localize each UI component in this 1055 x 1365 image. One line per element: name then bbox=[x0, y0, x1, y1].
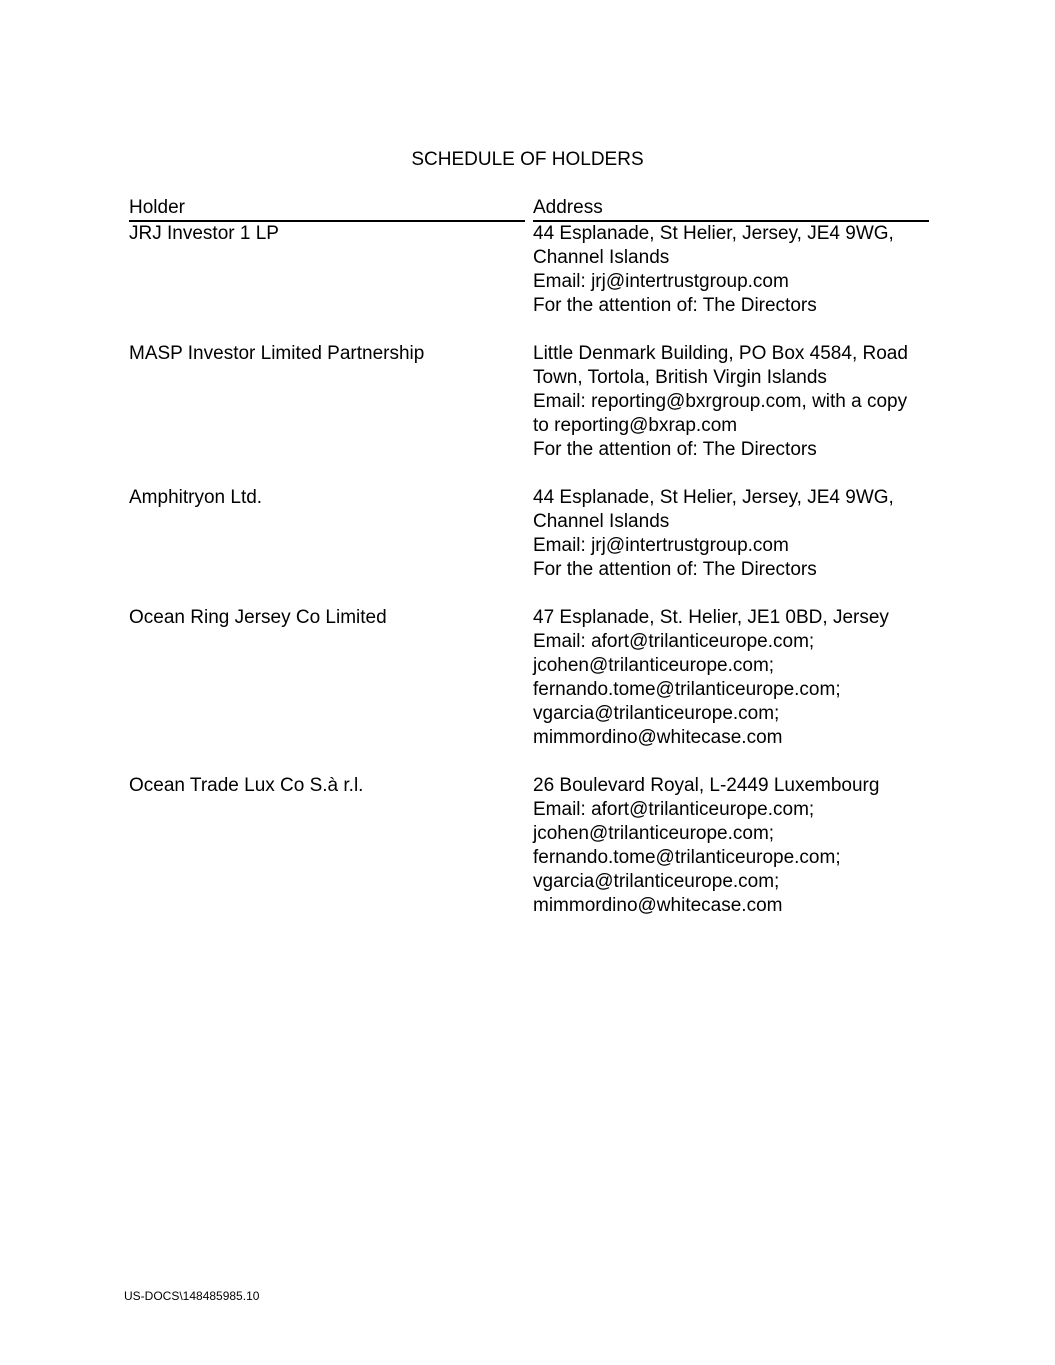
holder-name: Ocean Ring Jersey Co Limited bbox=[129, 607, 387, 628]
address-line: Email: jrj@intertrustgroup.com bbox=[533, 535, 789, 556]
address-line: fernando.tome@trilanticeurope.com; bbox=[533, 847, 841, 868]
address-line: Email: reporting@bxrgroup.com, with a copy bbox=[533, 391, 908, 412]
address-line: to reporting@bxrap.com bbox=[533, 415, 738, 436]
document-reference: US-DOCS\148485985.10 bbox=[124, 1289, 260, 1303]
address-line: Little Denmark Building, PO Box 4584, Road bbox=[533, 343, 908, 364]
holder-address bbox=[533, 222, 929, 318]
address-line: mimmordino@whitecase.com bbox=[533, 895, 783, 916]
holder-address bbox=[533, 486, 929, 582]
holder-name: JRJ Investor 1 LP bbox=[129, 223, 279, 244]
address-line: For the attention of: The Directors bbox=[533, 295, 817, 316]
address-line: Email: afort@trilanticeurope.com; bbox=[533, 799, 815, 820]
holder-name: Amphitryon Ltd. bbox=[129, 487, 263, 508]
holders-table bbox=[129, 222, 929, 942]
address-line: jcohen@trilanticeurope.com; bbox=[533, 823, 775, 844]
holder-address bbox=[533, 606, 929, 750]
address-line: jcohen@trilanticeurope.com; bbox=[533, 655, 775, 676]
column-header-holder: Holder bbox=[129, 196, 525, 222]
address-line: Town, Tortola, British Virgin Islands bbox=[533, 367, 827, 388]
address-line: mimmordino@whitecase.com bbox=[533, 727, 783, 748]
address-line: Email: jrj@intertrustgroup.com bbox=[533, 271, 789, 292]
address-line: vgarcia@trilanticeurope.com; bbox=[533, 703, 780, 724]
address-line: Email: afort@trilanticeurope.com; bbox=[533, 631, 815, 652]
holder-address bbox=[533, 342, 929, 462]
address-line: fernando.tome@trilanticeurope.com; bbox=[533, 679, 841, 700]
column-headers bbox=[129, 196, 929, 222]
address-line: Channel Islands bbox=[533, 247, 670, 268]
address-line: 44 Esplanade, St Helier, Jersey, JE4 9WG, bbox=[533, 487, 894, 508]
address-line: 47 Esplanade, St. Helier, JE1 0BD, Jersey bbox=[533, 607, 889, 628]
table-row bbox=[129, 222, 929, 318]
table-row bbox=[129, 774, 929, 918]
address-line: For the attention of: The Directors bbox=[533, 439, 817, 460]
holder-address bbox=[533, 774, 929, 918]
table-row bbox=[129, 342, 929, 462]
address-line: vgarcia@trilanticeurope.com; bbox=[533, 871, 780, 892]
holder-name: MASP Investor Limited Partnership bbox=[129, 343, 425, 364]
address-line: Channel Islands bbox=[533, 511, 670, 532]
address-line: For the attention of: The Directors bbox=[533, 559, 817, 580]
column-header-address: Address bbox=[533, 196, 929, 222]
table-row bbox=[129, 486, 929, 582]
address-line: 26 Boulevard Royal, L-2449 Luxembourg bbox=[533, 775, 880, 796]
table-row bbox=[129, 606, 929, 750]
address-line: 44 Esplanade, St Helier, Jersey, JE4 9WG, bbox=[533, 223, 894, 244]
holder-name: Ocean Trade Lux Co S.à r.l. bbox=[129, 775, 364, 796]
page-title: SCHEDULE OF HOLDERS bbox=[411, 149, 644, 170]
